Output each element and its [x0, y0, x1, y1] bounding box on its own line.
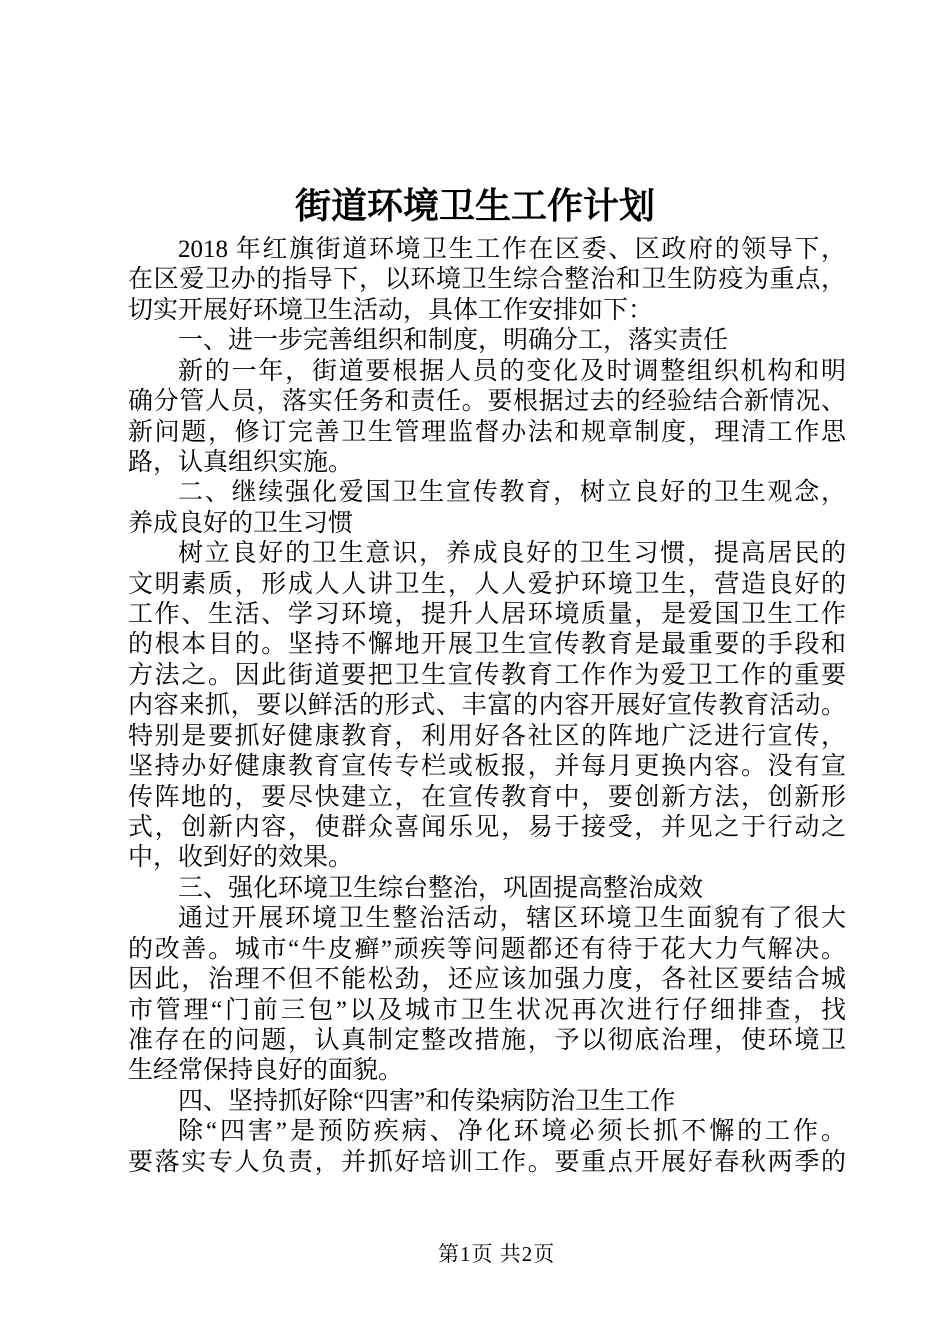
text-line: 树立良好的卫生意识，养成良好的卫生习惯，提高居民的 — [178, 540, 846, 568]
text-line: 路，认真组织实施。 — [128, 448, 354, 476]
text-line: 内容来抓，要以鲜活的形式、丰富的内容开展好宣传教育活动。 — [128, 692, 846, 720]
text-line: 式，创新内容，使群众喜闻乐见，易于接受，并见之于行动之 — [128, 814, 846, 842]
page-footer: 第1页 共2页 — [438, 1242, 556, 1266]
text-line: 2018 年红旗街道环境卫生工作在区委、区政府的领导下， — [178, 236, 846, 263]
document-title: 街道环境卫生工作计划 — [294, 186, 655, 226]
text-line: 准存在的问题，认真制定整改措施，予以彻底治理，使环境卫 — [128, 1026, 846, 1054]
text-line: 方法之。因此街道要把卫生宣传教育工作作为爱卫工作的重要 — [128, 661, 846, 689]
text-line: 工作、生活、学习环境，提升人居环境质量，是爱国卫生工作 — [128, 601, 846, 629]
text-line: 传阵地的，要尽快建立，在宣传教育中，要创新方法，创新形 — [128, 783, 846, 811]
document-body — [128, 235, 846, 1178]
text-line: 四、坚持抓好除“四害”和传染病防治卫生工作 — [178, 1087, 676, 1115]
text-line: 养成良好的卫生习惯 — [128, 509, 354, 537]
text-line: 坚持办好健康教育宣传专栏或板报，并每月更换内容。没有宣 — [128, 753, 846, 781]
text-line: 新问题，修订完善卫生管理监督办法和规章制度，理清工作思 — [128, 418, 846, 446]
text-line: 除“四害”是预防疾病、净化环境必须长抓不懈的工作。 — [178, 1118, 846, 1146]
text-line: 确分管人员，落实任务和责任。要根据过去的经验结合新情况、 — [128, 388, 846, 416]
text-line: 生经常保持良好的面貌。 — [128, 1057, 404, 1085]
text-line: 特别是要抓好健康教育，利用好各社区的阵地广泛进行宣传， — [128, 722, 846, 750]
text-line: 二、继续强化爱国卫生宣传教育，树立良好的卫生观念， — [178, 479, 846, 507]
text-line: 中，收到好的效果。 — [128, 844, 354, 872]
text-line: 三、强化环境卫生综台整治，巩固提高整治成效 — [178, 874, 704, 902]
text-line: 因此，治理不但不能松劲，还应该加强力度，各社区要结合城 — [128, 966, 846, 994]
text-line: 一、进一步完善组织和制度，明确分工，落实责任 — [178, 327, 729, 355]
text-line: 切实开展好环境卫生活动，具体工作安排如下： — [128, 296, 654, 324]
text-line: 文明素质，形成人人讲卫生，人人爱护环境卫生，营造良好的 — [128, 570, 846, 598]
text-line: 在区爱卫办的指导下，以环境卫生综合整治和卫生防疫为重点， — [128, 266, 846, 294]
text-line: 通过开展环境卫生整治活动，辖区环境卫生面貌有了很大 — [178, 905, 846, 933]
text-line: 新的一年，街道要根据人员的变化及时调整组织机构和明 — [178, 357, 846, 385]
text-line: 的改善。城市“牛皮癣”顽疾等问题都还有待于花大力气解决。 — [128, 935, 846, 963]
text-line: 市管理“门前三包”以及城市卫生状况再次进行仔细排查，找 — [128, 996, 846, 1024]
text-line: 要落实专人负责，并抓好培训工作。要重点开展好春秋两季的 — [128, 1148, 846, 1176]
text-line: 的根本目的。坚持不懈地开展卫生宣传教育是最重要的手段和 — [128, 631, 846, 659]
